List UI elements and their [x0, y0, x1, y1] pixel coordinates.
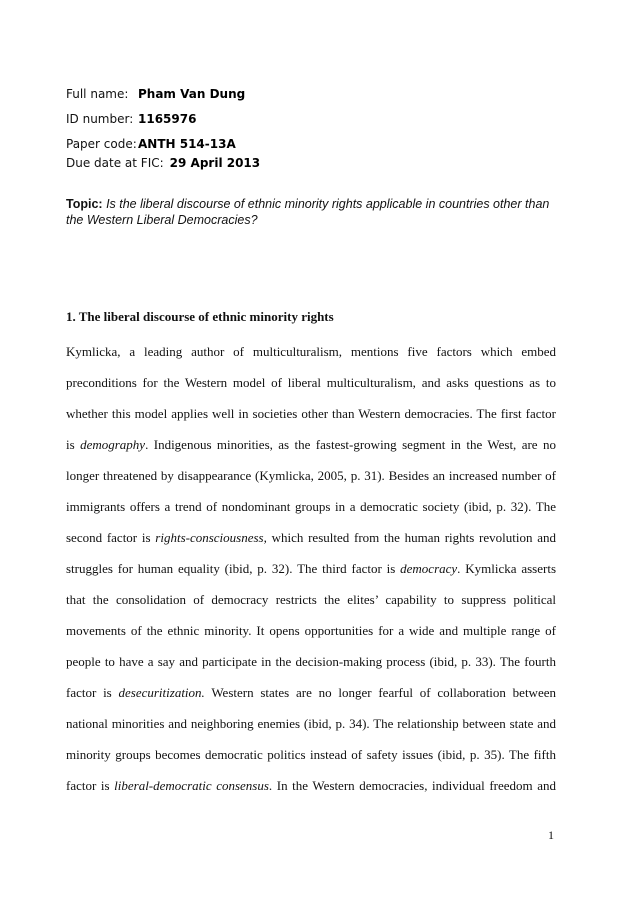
body-line-7	[66, 530, 556, 546]
body-text: . Indigenous minorities, as the fastest-growing segment in the West, are no	[145, 437, 556, 452]
body-line-4	[66, 437, 556, 453]
due-date-label: Due date at FIC:	[66, 156, 164, 170]
topic-block	[66, 196, 556, 228]
body-line-14: minority groups becomes democratic politics instead of safety issues (ibid, p. 35). The fifth	[66, 747, 556, 762]
body-line-13: national minorities and neighboring enemies (ibid, p. 34). The relationship between state and	[66, 716, 556, 731]
topic-label: Topic:	[66, 197, 103, 211]
section-heading: 1. The liberal discourse of ethnic minority rights	[66, 309, 334, 324]
body-line-6: immigrants offers a trend of nondominant groups in a democratic society (ibid, p. 32). The	[66, 499, 556, 514]
body-line-5: longer threatened by disappearance (Kymlicka, 2005, p. 31). Besides an increased number of	[66, 468, 556, 483]
full-name-label: Full name:	[66, 87, 129, 101]
body-line-1: Kymlicka, a leading author of multiculturalism, mentions five factors which embed	[66, 344, 556, 359]
body-line-10: movements of the ethnic minority. It opens opportunities for a wide and multiple range of	[66, 623, 556, 638]
emphasis-desecuritization: desecuritization.	[118, 685, 205, 700]
body-line-8	[66, 561, 556, 577]
id-number-value: 1165976	[138, 112, 197, 126]
body-text: which resulted from the human rights revolution and	[266, 530, 556, 545]
body-text: second factor is	[66, 530, 156, 545]
emphasis-demography: demography	[80, 437, 146, 452]
body-text: Western states are no longer fearful of collaboration between	[204, 685, 556, 700]
emphasis-rights-consciousness: rights-consciousness,	[155, 530, 267, 545]
body-line-11: people to have a say and participate in the decision-making process (ibid, p. 33). The fourth	[66, 654, 556, 669]
emphasis-liberal-democratic-consensus: liberal-democratic consensus	[114, 778, 269, 793]
paper-code-value: ANTH 514-13A	[138, 137, 236, 151]
full-name-value: Pham Van Dung	[138, 87, 246, 101]
topic-text: Is the liberal discourse of ethnic minority rights applicable in countries other than the Western Liberal Democracies?	[66, 197, 550, 227]
full-name-row	[66, 87, 245, 101]
paper-code-label: Paper code:	[66, 137, 137, 151]
id-number-row	[66, 112, 196, 126]
body-line-15	[66, 778, 556, 794]
page-number: 1	[548, 828, 554, 842]
body-text: struggles for human equality (ibid, p. 32). The third factor is	[66, 561, 401, 576]
body-line-9: that the consolidation of democracy restricts the elites’ capability to suppress political	[66, 592, 556, 607]
body-text: . In the Western democracies, individual freedom and	[268, 778, 556, 793]
body-line-2: preconditions for the Western model of liberal multiculturalism, and asks questions as to	[66, 375, 556, 390]
paper-code-row	[66, 137, 236, 151]
body-text: factor is	[66, 685, 119, 700]
body-text: . Kymlicka asserts	[457, 561, 557, 576]
id-number-label: ID number:	[66, 112, 134, 126]
body-line-3: whether this model applies well in societies other than Western democracies. The first factor	[66, 406, 556, 421]
body-text: factor is	[66, 778, 115, 793]
due-date-row	[66, 156, 260, 170]
emphasis-democracy: democracy	[400, 561, 458, 576]
body-text: is	[66, 437, 81, 452]
due-date-value: 29 April 2013	[169, 156, 261, 170]
body-line-12	[66, 685, 556, 701]
